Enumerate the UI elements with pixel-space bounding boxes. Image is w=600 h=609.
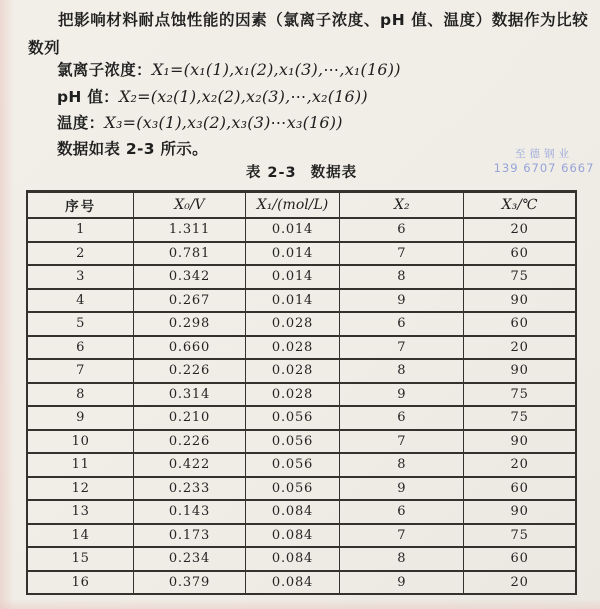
- formula-line-ph: [57, 84, 577, 111]
- table-cell: 90: [464, 359, 576, 383]
- watermark-phone: 139 6707 6667: [493, 161, 595, 175]
- table-cell: 0.210: [134, 406, 245, 430]
- table-cell: 0.143: [134, 500, 245, 524]
- table-row: [27, 500, 576, 524]
- table-cell: 20: [464, 571, 576, 595]
- table-cell: 8: [340, 547, 464, 571]
- table-row: [27, 406, 576, 430]
- table-cell: 0.014: [245, 218, 340, 242]
- table-cell: 0.234: [134, 547, 245, 571]
- table-cell: 0.084: [245, 524, 340, 548]
- column-header: X₃/℃: [464, 192, 576, 219]
- table-cell: 75: [464, 383, 576, 407]
- table-cell: 10: [27, 430, 134, 454]
- column-header: X₁/(mol/L): [245, 192, 340, 219]
- table-cell: 12: [27, 477, 134, 501]
- table-row: [27, 265, 576, 289]
- table-cell: 75: [464, 406, 576, 430]
- table-cell: 3: [27, 265, 134, 289]
- table-cell: 16: [27, 571, 134, 595]
- table-cell: 0.028: [245, 312, 340, 336]
- formula-label-temperature: 温度：: [57, 114, 105, 132]
- column-header: X₀/V: [134, 192, 245, 219]
- table-cell: 4: [27, 289, 134, 313]
- table-cell: 0.056: [245, 430, 340, 454]
- formula-label-chloride: 氯离子浓度：: [57, 61, 152, 79]
- table-cell: 0.267: [134, 289, 245, 313]
- formula-expr-ph: X₂=(x₂(1),x₂(2),x₂(3),⋯,x₂(16)): [118, 86, 368, 106]
- table-cell: 0.056: [245, 453, 340, 477]
- table-cell: 7: [340, 242, 464, 266]
- table-cell: 1: [27, 218, 134, 242]
- table-cell: 90: [464, 500, 576, 524]
- formula-label-ph: pH 值：: [57, 87, 119, 106]
- table-cell: 20: [464, 218, 576, 242]
- table-cell: 1.311: [134, 218, 245, 242]
- table-cell: 9: [340, 289, 464, 313]
- table-cell: 0.226: [134, 359, 245, 383]
- table-cell: 6: [340, 406, 464, 430]
- table-cell: 90: [464, 430, 576, 454]
- table-cell: 8: [27, 383, 134, 407]
- table-cell: 90: [464, 289, 576, 313]
- table-row: [27, 359, 576, 383]
- table-cell: 0.084: [245, 500, 340, 524]
- table-cell: 14: [27, 524, 134, 548]
- table-title-number: 表 2-3: [245, 165, 297, 181]
- table-cell: 20: [464, 453, 576, 477]
- table-row: [27, 477, 576, 501]
- table-cell: 0.014: [245, 242, 340, 266]
- watermark-company: 至德钢业: [515, 148, 573, 160]
- data-note: 数据如表 2-3 所示。: [57, 139, 208, 158]
- table-cell: 6: [340, 500, 464, 524]
- intro-paragraph: [28, 6, 588, 62]
- table-cell: 0.314: [134, 383, 245, 407]
- table-cell: 60: [464, 242, 576, 266]
- table-cell: 0.781: [134, 242, 245, 266]
- table-cell: 60: [464, 312, 576, 336]
- table-cell: 0.379: [134, 571, 245, 595]
- table-cell: 9: [340, 571, 464, 595]
- table-row: [27, 571, 576, 595]
- table-row: [27, 547, 576, 571]
- table-row: [27, 524, 576, 548]
- table-cell: 0.342: [134, 265, 245, 289]
- intro-line-2: 数列: [28, 39, 61, 57]
- column-header: X₂: [340, 192, 464, 219]
- table-cell: 7: [340, 430, 464, 454]
- table-cell: 11: [27, 453, 134, 477]
- table-cell: 6: [27, 336, 134, 360]
- formula-expr-chloride: X₁=(x₁(1),x₁(2),x₁(3),⋯,x₁(16)): [151, 60, 401, 79]
- table-cell: 15: [27, 547, 134, 571]
- table-cell: 0.226: [134, 430, 245, 454]
- table-cell: 0.422: [134, 453, 245, 477]
- table-cell: 75: [464, 265, 576, 289]
- table-cell: 60: [464, 477, 576, 501]
- table-cell: 0.660: [134, 336, 245, 360]
- table-cell: 7: [27, 359, 134, 383]
- data-table: [26, 190, 577, 595]
- table-cell: 9: [340, 383, 464, 407]
- table-row: [27, 242, 576, 266]
- table-cell: 20: [464, 336, 576, 360]
- table-cell: 0.173: [134, 524, 245, 548]
- table-cell: 0.014: [245, 265, 340, 289]
- formula-expr-temperature: X₃=(x₃(1),x₃(2),x₃(3)⋯x₃(16)): [104, 113, 343, 132]
- table-row: [27, 312, 576, 336]
- table-cell: 0.056: [245, 406, 340, 430]
- table-title-text: 数据表: [310, 165, 358, 181]
- formula-block: [57, 57, 577, 162]
- table-cell: 2: [27, 242, 134, 266]
- table-row: [27, 289, 576, 313]
- table-cell: 6: [340, 312, 464, 336]
- table-cell: 5: [27, 312, 134, 336]
- table-cell: 0.028: [245, 336, 340, 360]
- table-row: [27, 430, 576, 454]
- table-cell: 60: [464, 547, 576, 571]
- table-cell: 75: [464, 524, 576, 548]
- table-cell: 0.233: [134, 477, 245, 501]
- table-row: [27, 383, 576, 407]
- table-cell: 8: [340, 359, 464, 383]
- table-title: [26, 161, 577, 182]
- column-header: 序号: [27, 192, 134, 219]
- table-cell: 9: [27, 406, 134, 430]
- table-header-row: [27, 192, 576, 219]
- table-cell: 0.084: [245, 547, 340, 571]
- table-cell: 0.028: [245, 383, 340, 407]
- table-cell: 0.014: [245, 289, 340, 313]
- table-cell: 0.084: [245, 571, 340, 595]
- table-cell: 7: [340, 336, 464, 360]
- table-row: [27, 336, 576, 360]
- table-cell: 0.028: [245, 359, 340, 383]
- table-row: [27, 218, 576, 242]
- table-row: [27, 453, 576, 477]
- table-cell: 8: [340, 265, 464, 289]
- table-cell: 0.056: [245, 477, 340, 501]
- formula-line-temperature: [57, 110, 577, 137]
- table-cell: 0.298: [134, 312, 245, 336]
- table-cell: 9: [340, 477, 464, 501]
- formula-line-chloride: [57, 57, 577, 84]
- table-cell: 7: [340, 524, 464, 548]
- table-cell: 13: [27, 500, 134, 524]
- table-cell: 8: [340, 453, 464, 477]
- table-cell: 6: [340, 218, 464, 242]
- intro-line-1: 把影响材料耐点蚀性能的因素（氯离子浓度、pH 值、温度）数据作为比较: [58, 11, 589, 29]
